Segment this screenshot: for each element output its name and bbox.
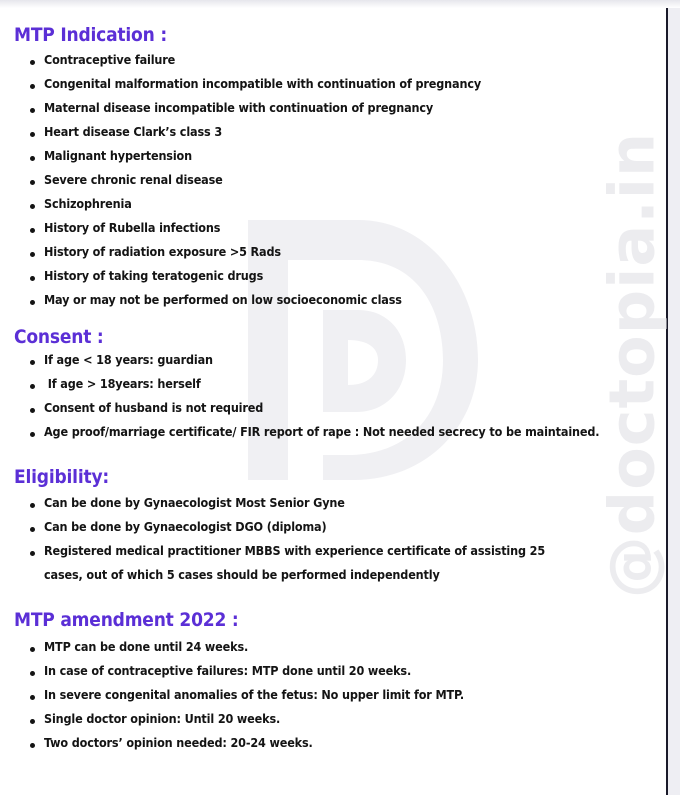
bullet-icon	[30, 551, 35, 556]
bullet-icon	[30, 527, 35, 532]
bullet-icon	[30, 204, 35, 209]
list-item: Schizophrenia	[44, 196, 132, 211]
bullet-icon	[30, 743, 35, 748]
bullet-icon	[30, 84, 35, 89]
bullet-icon	[30, 300, 35, 305]
section-title-mtp-amendment: MTP amendment 2022 :	[14, 609, 239, 631]
list-item: Malignant hypertension	[44, 148, 192, 163]
list-item: Can be done by Gynaecologist Most Senior Gyne	[44, 495, 345, 510]
list-item: In case of contraceptive failures: MTP done until 20 weeks.	[44, 663, 412, 678]
watermark-text: @doctopia.in	[595, 131, 669, 599]
list-item: Consent of husband is not required	[44, 400, 264, 415]
bullet-icon	[30, 156, 35, 161]
bullet-icon	[30, 503, 35, 508]
bullet-icon	[30, 132, 35, 137]
page-top-edge	[0, 0, 680, 8]
list-item: Heart disease Clark’s class 3	[44, 124, 222, 139]
bullet-icon	[30, 432, 35, 437]
list-item: Congenital malformation incompatible with continuation of pregnancy	[44, 76, 482, 91]
list-item: Maternal disease incompatible with continuation of pregnancy	[44, 100, 434, 115]
list-item: Contraceptive failure	[44, 52, 176, 67]
bullet-icon	[30, 180, 35, 185]
bullet-icon	[30, 408, 35, 413]
section-title-eligibility: Eligibility:	[14, 466, 110, 488]
bullet-icon	[30, 60, 35, 65]
list-item: If age > 18years: herself	[44, 376, 201, 391]
list-item: MTP can be done until 24 weeks.	[44, 639, 249, 654]
bullet-icon	[30, 647, 35, 652]
list-item: History of Rubella infections	[44, 220, 221, 235]
bullet-icon	[30, 108, 35, 113]
list-item: Single doctor opinion: Until 20 weeks.	[44, 711, 281, 726]
bullet-icon	[30, 695, 35, 700]
bullet-icon	[30, 360, 35, 365]
list-item: May or may not be performed on low socioeconomic class	[44, 292, 402, 307]
list-item: History of radiation exposure >5 Rads	[44, 244, 281, 259]
list-item: Age proof/marriage certificate/ FIR report of rape : Not needed secrecy to be maintained.	[44, 424, 600, 439]
section-title-mtp-indication: MTP Indication :	[14, 24, 167, 46]
list-item: History of taking teratogenic drugs	[44, 268, 264, 283]
section-title-consent: Consent :	[14, 326, 104, 348]
list-item: Severe chronic renal disease	[44, 172, 223, 187]
list-item: Can be done by Gynaecologist DGO (diploma)	[44, 519, 327, 534]
list-item: Registered medical practitioner MBBS with experience certificate of assisting 25 cases, out of which 5 cases should be performed independently	[44, 543, 546, 582]
list-item: In severe congenital anomalies of the fetus: No upper limit for MTP.	[44, 687, 464, 702]
list-item: Two doctors’ opinion needed: 20-24 weeks.	[44, 735, 313, 750]
bullet-icon	[30, 228, 35, 233]
bullet-icon	[30, 252, 35, 257]
list-item: If age < 18 years: guardian	[44, 352, 213, 367]
bullet-icon	[30, 276, 35, 281]
bullet-icon	[30, 671, 35, 676]
bullet-icon	[30, 719, 35, 724]
bullet-icon	[30, 384, 35, 389]
